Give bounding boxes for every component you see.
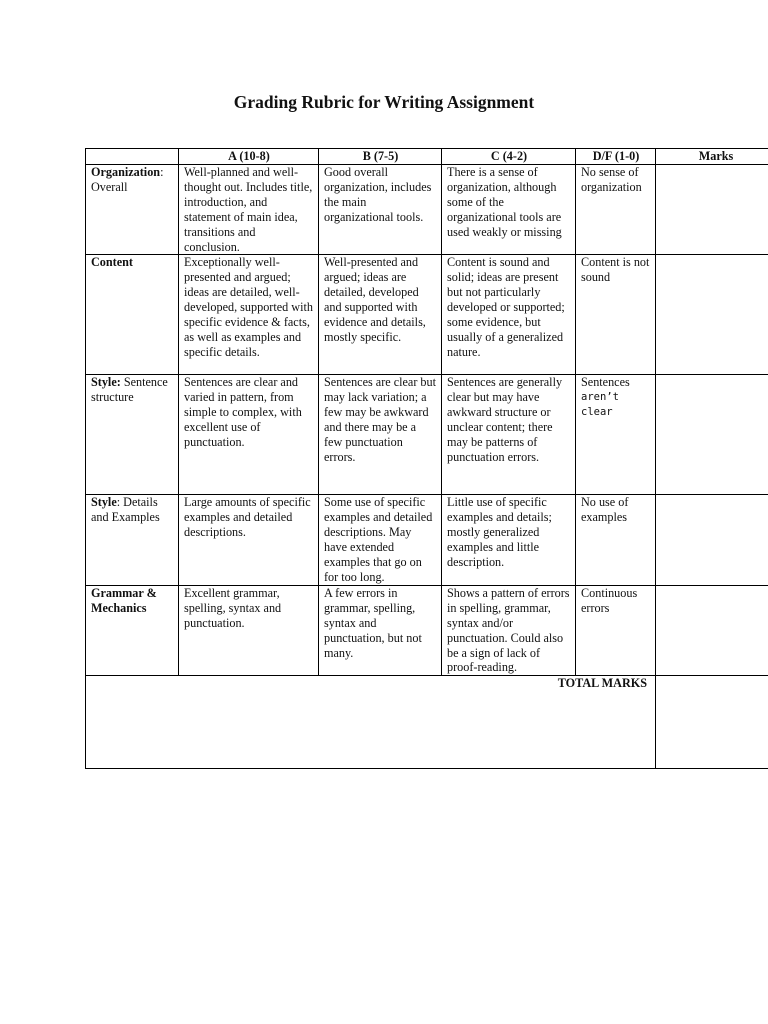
descriptor-c: Shows a pattern of errors in spelling, grammar, syntax and/or punctuation. Could also be a sign of lack of proof-reading. [442,585,576,675]
criterion-cell [86,495,179,585]
criterion-name: Organization [91,165,161,179]
descriptor-b: Sentences are clear but may lack variation; a few may be awkward and there may be a few punctuation errors. [319,375,442,495]
descriptor-df: Continuous errors [576,585,656,675]
criterion-detail: : Details and Examples [91,495,160,525]
descriptor-b: Some use of specific examples and detailed descriptions. May have extended examples that go on for too long. [319,495,442,585]
header-row [86,149,768,165]
header-grade-c: C (4-2) [442,149,576,165]
marks-cell[interactable] [656,585,768,675]
header-criteria [86,149,179,165]
header-grade-b: B (7-5) [319,149,442,165]
descriptor-df: No use of examples [576,495,656,585]
criterion-name: Grammar & Mechanics [91,585,157,615]
header-grade-a: A (10-8) [179,149,319,165]
descriptor-a: Exceptionally well-presented and argued; ideas are detailed, well-developed, supported with specific evidence & facts, as well as examples and specific details. [179,255,319,375]
descriptor-c: There is a sense of organization, although some of the organizational tools are used weakly or missing [442,165,576,255]
row-style-details-examples [86,495,768,585]
descriptor-c: Little use of specific examples and details; mostly generalized examples and little description. [442,495,576,585]
criterion-detail: : Overall [91,165,164,194]
criterion-cell [86,165,179,255]
total-marks-cell[interactable] [656,676,768,769]
total-marks-label: TOTAL MARKS [86,676,656,769]
row-content [86,255,768,375]
descriptor-b: Good overall organization, includes the main organizational tools. [319,165,442,255]
page-title: Grading Rubric for Writing Assignment [233,92,535,112]
criterion-cell [86,255,179,375]
marks-cell[interactable] [656,495,768,585]
descriptor-c: Sentences are generally clear but may have awkward structure or unclear content; there may be patterns of punctuation errors. [442,375,576,495]
criterion-detail: Sentence structure [91,375,168,405]
row-organization [86,165,768,255]
row-grammar-mechanics [86,585,768,675]
criterion-cell [86,375,179,495]
descriptor-df: Content is not sound [576,255,656,375]
marks-cell[interactable] [656,165,768,255]
descriptor-df [576,375,656,495]
marks-cell[interactable] [656,255,768,375]
descriptor-df-line1: Sentences [581,375,630,390]
descriptor-a: Well-planned and well-thought out. Includes title, introduction, and statement of main idea, transitions and conclusion. [179,165,319,255]
descriptor-c: Content is sound and solid; ideas are present but not particularly developed or supported; some evidence, but usually of a generalized nature. [442,255,576,375]
descriptor-df: No sense of organization [576,165,656,255]
descriptor-b: A few errors in grammar, spelling, syntax and punctuation, but not many. [319,585,442,675]
grading-rubric-table [85,148,768,769]
descriptor-a: Large amounts of specific examples and detailed descriptions. [179,495,319,585]
header-grade-df: D/F (1-0) [576,149,656,165]
row-style-sentence-structure [86,375,768,495]
row-total [86,676,768,769]
header-marks: Marks [656,149,768,165]
criterion-name: Style [91,495,117,510]
criterion-name: Content [91,255,133,270]
descriptor-a: Excellent grammar, spelling, syntax and punctuation. [179,585,319,675]
descriptor-b: Well-presented and argued; ideas are detailed, developed and supported with evidence and details, mostly specific. [319,255,442,375]
criterion-name: Style: [91,375,121,390]
descriptor-a: Sentences are clear and varied in pattern, from simple to complex, with excellent use of punctuation. [179,375,319,495]
descriptor-df-line2: aren’t clear [581,391,619,419]
marks-cell[interactable] [656,375,768,495]
criterion-cell [86,585,179,675]
